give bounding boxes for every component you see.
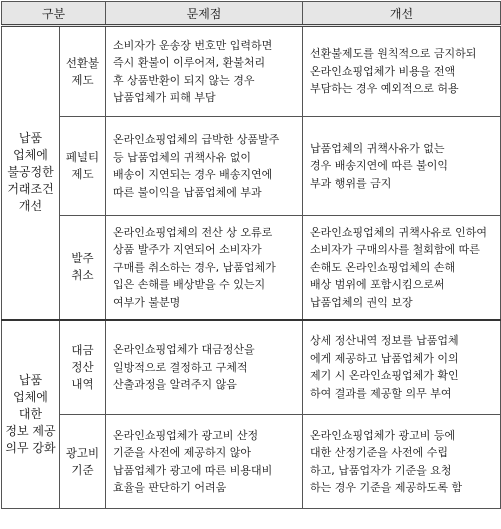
improvement-line: 선환불제도를 원칙적으로 금지하되 bbox=[310, 47, 477, 61]
header-category: 구분 bbox=[2, 2, 106, 26]
problem-line: 온라인쇼핑업체가 대금정산을 bbox=[113, 343, 255, 356]
category-line: 납품 bbox=[18, 372, 43, 387]
item-line: 대금 bbox=[71, 342, 94, 357]
item-line: 취소 bbox=[71, 268, 94, 283]
problem-line: 온라인쇼핑업체의 전산 상 오류로 bbox=[113, 225, 273, 239]
improvement-cell bbox=[303, 415, 501, 509]
problem-line: 납품업체가 피해 부담 bbox=[113, 91, 216, 104]
category-line: 거래조건 bbox=[7, 182, 54, 197]
header-problem: 문제점 bbox=[106, 2, 303, 26]
improvement-line: 부담하는 경우 예외적으로 허용 bbox=[310, 82, 459, 96]
item-line: 정산 bbox=[71, 359, 94, 374]
problem-cell bbox=[106, 320, 303, 415]
item-line: 기준 bbox=[71, 462, 94, 477]
problem-line: 입은 손해를 배상받을 수 있는지 bbox=[113, 278, 266, 291]
improvement-line: 납품업체의 권익 보장 bbox=[310, 295, 413, 309]
header-improvement: 개선 bbox=[303, 2, 501, 26]
item-line: 제도 bbox=[71, 167, 94, 181]
problem-line: 납품업체가 광고에 따른 비용대비 bbox=[113, 463, 273, 477]
improvement-line: 대한 산정기준을 사전에 수립 bbox=[310, 446, 449, 459]
problem-line: 상품 발주가 지연되어 소비자가 bbox=[113, 243, 262, 256]
item-cell-order-cancel bbox=[60, 216, 106, 320]
improvement-line: 온라인쇼핑업체가 광고비 등에 bbox=[310, 428, 456, 442]
problem-line: 여부가 불분명 bbox=[113, 295, 181, 309]
category-line: 개선 bbox=[18, 199, 43, 214]
table-row bbox=[2, 320, 501, 415]
improvement-line: 손해도 온라인쇼핑업체의 손해 bbox=[310, 260, 456, 274]
problem-line: 따른 불이익을 납품업체에 부과 bbox=[113, 185, 262, 199]
improvement-line: 경우 배송지연에 따른 불이익 bbox=[310, 159, 449, 173]
table-row bbox=[2, 216, 501, 320]
problem-line: 일방적으로 결정하고 구체적 bbox=[113, 360, 248, 374]
improvement-line: 배상 범위에 포함시킴으로써 bbox=[310, 278, 445, 291]
improvement-line: 에게 제공하고 납품업체가 이의 bbox=[310, 351, 459, 365]
improvement-line: 상세 정산내역 정보를 납품업체 bbox=[310, 334, 459, 348]
table-row bbox=[2, 117, 501, 216]
improvement-cell bbox=[303, 216, 501, 320]
problem-line: 기준을 사전에 제공하지 않아 bbox=[113, 446, 252, 459]
problem-line: 효율을 판단하기 어려움 bbox=[113, 481, 227, 494]
category-line: 정보 제공 bbox=[5, 423, 56, 438]
improvement-line: 소비자가 구매의사를 철회함에 따른 bbox=[310, 243, 480, 256]
item-line: 페널티 bbox=[65, 150, 100, 164]
item-line: 발주 bbox=[71, 251, 94, 266]
problem-cell bbox=[106, 415, 303, 509]
problem-line: 배송이 지연되는 경우 배송지연에 bbox=[113, 168, 273, 181]
item-cell-ad-cost bbox=[60, 415, 106, 509]
category-line: 불공정한 bbox=[7, 165, 54, 180]
item-cell-settlement bbox=[60, 320, 106, 415]
improvement-line: 제기 시 온라인쇼핑업체가 확인 bbox=[310, 369, 459, 383]
table-row bbox=[2, 26, 501, 117]
item-cell-penalty bbox=[60, 117, 106, 216]
category-line: 의무 강화 bbox=[5, 440, 56, 455]
improvement-line: 하여 결과를 제공할 의무 부여 bbox=[310, 386, 452, 400]
problem-cell bbox=[106, 117, 303, 216]
problem-line: 온라인쇼핑업체의 급박한 상품발주 bbox=[113, 133, 280, 146]
improvement-line: 온라인쇼핑업체가 비용을 전액 bbox=[310, 64, 456, 78]
improvement-cell bbox=[303, 320, 501, 415]
problem-line: 소비자가 운송장 번호만 입력하면 bbox=[113, 38, 273, 52]
item-line: 내역 bbox=[71, 376, 94, 391]
improvement-line: 온라인쇼핑업체의 귀책사유로 인하여 bbox=[310, 225, 488, 239]
comparison-table bbox=[1, 1, 501, 509]
problem-line: 구매를 취소하는 경우, 납품업체가 bbox=[113, 260, 276, 274]
category-line: 업체에 bbox=[13, 389, 48, 404]
category-cell-unfair-terms bbox=[2, 26, 60, 320]
table-row bbox=[2, 415, 501, 509]
item-line: 광고비 bbox=[65, 445, 100, 460]
problem-cell bbox=[106, 216, 303, 320]
problem-line: 즉시 환불이 이루어져, 환불처리 bbox=[113, 56, 266, 69]
item-line: 선환불 bbox=[65, 55, 100, 70]
improvement-cell bbox=[303, 26, 501, 117]
category-line: 대한 bbox=[18, 406, 43, 421]
improvement-line: 부과 행위를 금지 bbox=[310, 176, 392, 190]
improvement-line: 하는 경우 기준을 제공하도록 함 bbox=[310, 481, 463, 494]
improvement-cell bbox=[303, 117, 501, 216]
improvement-line: 하고, 납품업자가 기준을 요청 bbox=[310, 463, 452, 477]
category-cell-info-duty bbox=[2, 320, 60, 509]
problem-line: 후 상품반환이 되지 않는 경우 bbox=[113, 73, 255, 87]
item-line: 제도 bbox=[71, 72, 94, 87]
problem-cell bbox=[106, 26, 303, 117]
problem-line: 등 납품업체의 귀책사유 없이 bbox=[113, 150, 252, 164]
header-row bbox=[2, 2, 501, 26]
category-line: 업체에 bbox=[13, 148, 48, 163]
category-line: 납품 bbox=[18, 131, 43, 146]
item-cell-prerefund bbox=[60, 26, 106, 117]
problem-line: 산출과정을 알려주지 않음 bbox=[113, 378, 237, 391]
improvement-line: 납품업체의 귀책사유가 없는 bbox=[310, 141, 445, 155]
problem-line: 온라인쇼핑업체가 광고비 산정 bbox=[113, 428, 259, 442]
